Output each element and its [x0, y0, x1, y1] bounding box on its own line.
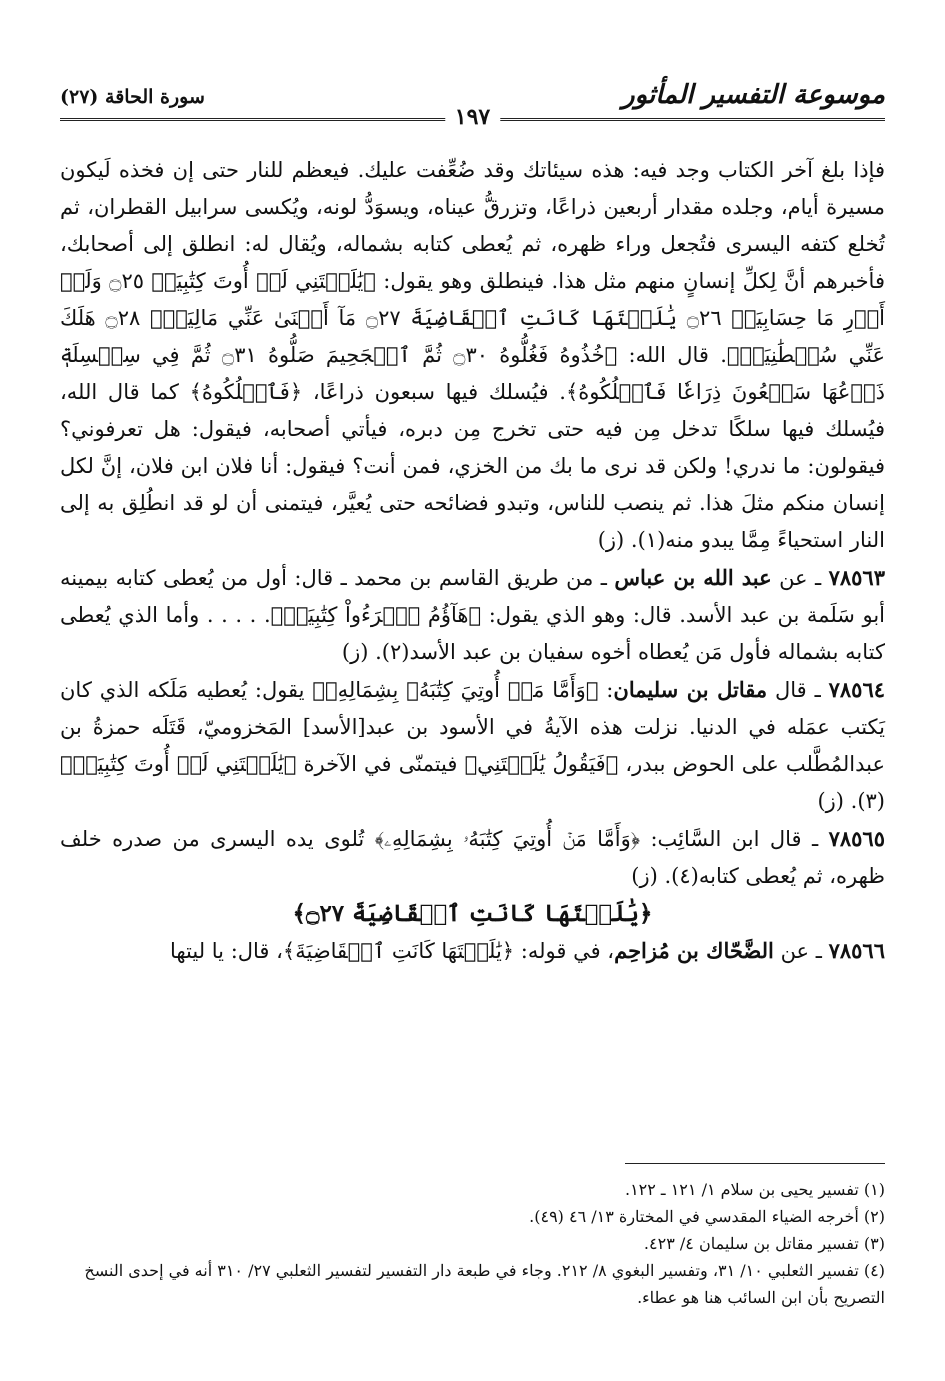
page-header — [60, 78, 885, 130]
entry-78565 — [60, 820, 885, 895]
entry-text: ، في قوله: ﴿يَٰلَيۡتَهَا كَانَتِ ٱلۡقَاضِيَةَ﴾، قال: يا ليتها — [169, 939, 615, 963]
page-number: ١٩٧ — [445, 104, 500, 130]
entry-number: ٧٨٥٦٦ — [828, 938, 885, 963]
footnotes — [60, 1176, 885, 1311]
narrator-name: مقاتل بن سليمان — [613, 677, 768, 702]
footnote: (٢) أخرجه الضياء المقدسي في المختارة ١٣/ ٤٦ (٤٩). — [529, 1207, 885, 1226]
footnote: (٣) تفسير مقاتل بن سليمان ٤/ ٤٢٣. — [643, 1234, 885, 1253]
surah-title: سورة الحاقة (٢٧) — [60, 86, 205, 108]
footnote: (١) تفسير يحيى بن سلام ١/ ١٢١ ـ ١٢٢. — [624, 1180, 885, 1199]
verse-heading: ﴿يَٰلَيۡتَهَا كَانَتِ ٱلۡقَاضِيَةَ ۝٢٧﴾ — [292, 900, 653, 927]
footnote-divider — [625, 1163, 885, 1164]
entry-text: ـ قال — [767, 678, 829, 702]
entry-78563 — [60, 559, 885, 671]
entry-text: ـ عن — [773, 939, 829, 963]
entry-text: ـ عن — [771, 566, 829, 590]
entry-text: ـ قال ابن السَّائِب: ﴿وَأَمَّا مَنۡ أُوتِيَ كِتَٰبَهُۥ بِشِمَالِهِۦ﴾ تُلوى يده اليسرى من صدره خلف ظهره، ثم يُعطى كتابه(٤). (ز) — [60, 827, 885, 888]
entry-78566 — [60, 932, 885, 970]
entry-number: ٧٨٥٦٣ — [828, 565, 885, 590]
entry-text: ـ من طريق القاسم بن محمد ـ قال: أول من يُعطى كتابه بيمينه أبو سَلَمة بن عبد الأسد. قال: وهو الذي يقول: ﴿هَآؤُمُ ٱقۡرَءُواْ كِتَٰبِيَهۡ﴾. . . . . وأما الذي يُعطى كتابه بشماله فأول مَن يُعطاه أخوه سفيان بن عبد الأسد(٢). (ز) — [60, 566, 885, 664]
book-title: موسوعة التفسير المأثور — [622, 80, 885, 110]
narrator-name: الضَّحّاك بن مُزاحِم — [614, 938, 774, 963]
entry-number: ٧٨٥٦٤ — [828, 677, 886, 702]
paragraph-continuation: فإذا بلغ آخر الكتاب وجد فيه: هذه سيئاتك وقد ضُعِّفت عليك. فيعظم للنار حتى إن فخذه لَيكون مسيرة أيام، وجلده مقدار أربعين ذراعًا، وتزرقُّ عيناه، ويسوَدُّ لونه، ويُكسى سرابيل القطران، ثم تُخلع كتفه اليسرى فتُجعل وراء ظهره، ثم يُعطى كتابه بشماله، ويُقال له: انطلق إلى أصحابك، فأخبرهم أنَّ لِكلِّ إنسانٍ منهم مثل هذا. فينطلق وهو يقول: ﴿يَٰلَيۡتَنِي لَمۡ أُوتَ كِتَٰبِيَهۡ ۝٢٥ وَلَمۡ أَدۡرِ مَا حِسَابِيَهۡ ۝٢٦ يَٰلَيۡتَهَا كَانَتِ ٱلۡقَاضِيَةَ ۝٢٧ مَآ أَغۡنَىٰ عَنِّي مَالِيَهۡۜ ۝٢٨ هَلَكَ عَنِّي سُلۡطَٰنِيَهۡ﴾. قال الله: ﴿خُذُوهُ فَغُلُّوهُ ۝٣٠ ثُمَّ ٱلۡجَحِيمَ صَلُّوهُ ۝٣١ ثُمَّ فِي سِلۡسِلَةٖ ذَرۡعُهَا سَبۡعُونَ ذِرَاعٗا فَٱسۡلُكُوهُ﴾. فيُسلك فيها سبعون ذراعًا، ﴿فَٱسۡلُكُوهُ﴾ كما قال الله، فيُسلك فيها سلكًا تدخل مِن فيه حتى تخرج مِن دبره، فيأتي أصحابه، فيقول: هل تعرفوني؟ فيقولون: ما ندري! ولكن قد نرى ما بك من الخزي، فمن أنت؟ فيقول: أنا فلان ابن فلان، إنَّ لكل إنسان منكم مثلَ هذا. ثم ينصب للناس، وتبدو فضائحه حتى يُعيَّر، فيتمنى أن لو قد انطُلِق به إلى النار استحياءً مِمَّا يبدو منه(١). (ز) — [60, 158, 886, 552]
entry-78564 — [60, 671, 885, 820]
narrator-name: عبد الله بن عباس — [614, 565, 772, 590]
entry-number: ٧٨٥٦٥ — [828, 826, 885, 851]
entry-text: : ﴿وَأَمَّا مَنۡ أُوتِيَ كِتَٰبَهُۥ بِشِمَالِهِۦ﴾ يقول: يُعطيه مَلَكه الذي كان يَكتب عمَله في الدنيا. نزلت هذه الآيةُ في الأسود بن عبد[الأسد] المَخزوميّ، قَتَلَه حمزةُ بن عبدالمُطَّلب على الحوض ببدر، ﴿فَيَقُولُ يَٰلَيۡتَنِي﴾ فيتمنّى في الآخرة ﴿يَٰلَيۡتَنِي لَمۡ أُوتَ كِتَٰبِيَهۡ﴾(٣). (ز) — [60, 678, 885, 813]
footnote: (٤) تفسير الثعلبي ١٠/ ٣١، وتفسير البغوي ٨/ ٢١٢. وجاء في طبعة دار التفسير لتفسير الثعلبي ٢٧/ ٣١٠ أنه في إحدى النسخ التصريح بأن ابن السائب هنا هو عطاء. — [84, 1261, 885, 1307]
main-text — [60, 152, 885, 970]
